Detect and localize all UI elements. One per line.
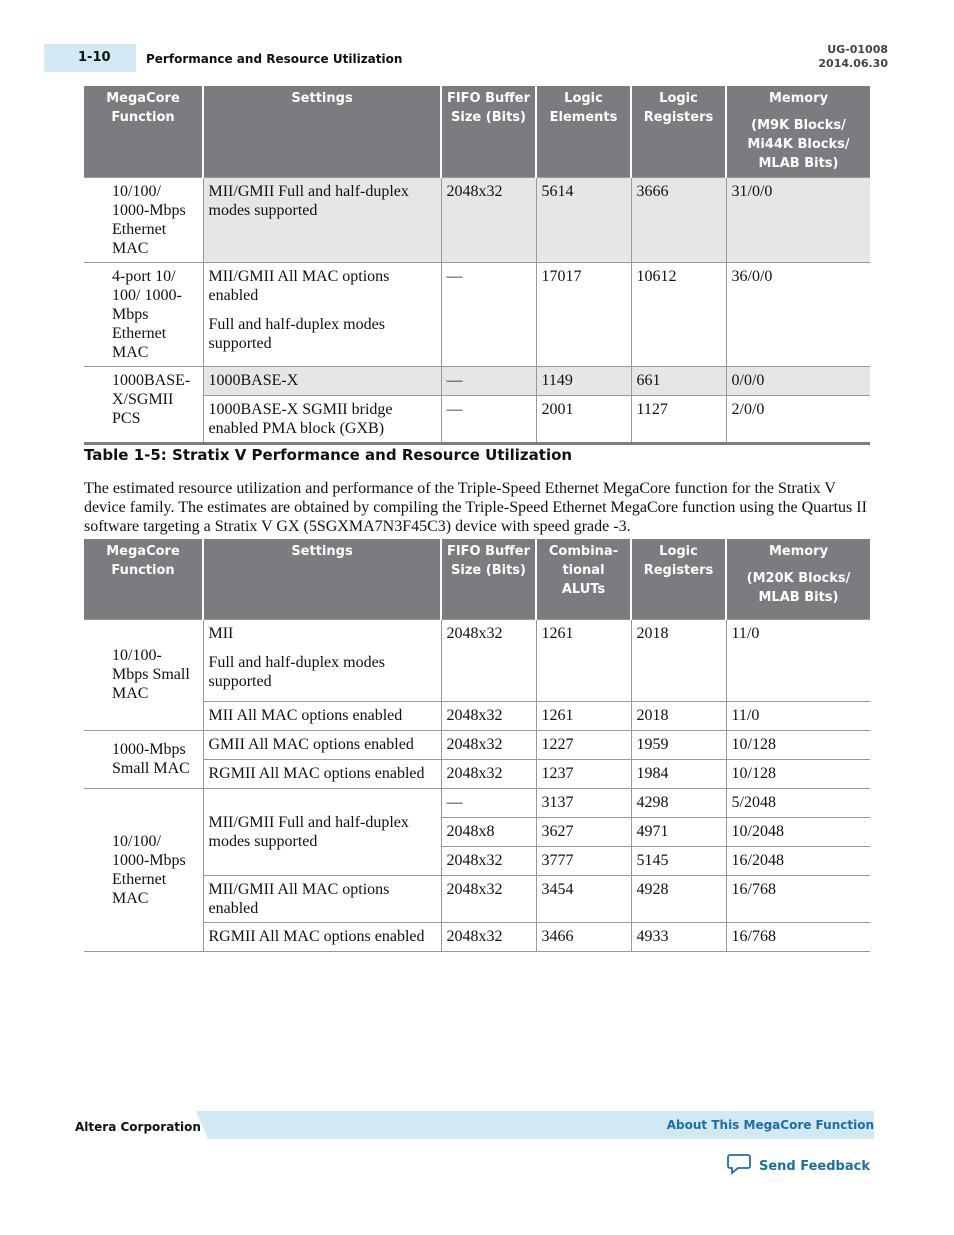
cell-logic-registers: 2018	[631, 701, 726, 730]
cell-aluts: 3627	[536, 817, 631, 846]
cell-fifo: —	[441, 396, 536, 444]
col-header-logic-elements: Logic Elements	[536, 86, 631, 178]
resource-table-1	[84, 86, 870, 445]
about-megacore-link[interactable]: About This MegaCore Function	[666, 1118, 874, 1132]
cell-settings	[203, 263, 441, 367]
cell-logic-registers: 4298	[631, 788, 726, 817]
cell-logic-registers: 2018	[631, 619, 726, 701]
cell-fifo: —	[441, 263, 536, 367]
cell-fifo: 2048x32	[441, 619, 536, 701]
send-feedback-label: Send Feedback	[759, 1158, 870, 1174]
cell-logic-registers: 4928	[631, 875, 726, 922]
settings-line: Full and half-duplex modes supported	[208, 316, 385, 352]
col-header-settings: Settings	[203, 539, 441, 619]
col-header-fifo: FIFO Buffer Size (Bits)	[441, 539, 536, 619]
cell-memory: 11/0	[726, 701, 870, 730]
doc-date: 2014.06.30	[818, 57, 888, 70]
cell-memory: 10/2048	[726, 817, 870, 846]
cell-logic-registers: 10612	[631, 263, 726, 367]
footer-corporation: Altera Corporation	[75, 1120, 201, 1134]
cell-aluts: 3454	[536, 875, 631, 922]
cell-logic-registers: 3666	[631, 178, 726, 263]
cell-logic-registers: 1959	[631, 730, 726, 759]
cell-fifo: 2048x8	[441, 817, 536, 846]
cell-settings: RGMII All MAC options enabled	[203, 759, 441, 788]
cell-logic-elements: 5614	[536, 178, 631, 263]
settings-line: MII	[208, 624, 234, 642]
cell-logic-elements: 2001	[536, 396, 631, 444]
table-row	[84, 619, 870, 701]
cell-memory: 2/0/0	[726, 396, 870, 444]
cell-logic-elements: 1149	[536, 367, 631, 396]
cell-function: 10/100-Mbps Small MAC	[84, 619, 203, 730]
cell-aluts: 3137	[536, 788, 631, 817]
col-header-aluts: Combina-tional ALUTs	[536, 539, 631, 619]
cell-logic-registers: 1984	[631, 759, 726, 788]
cell-settings	[203, 619, 441, 701]
document-id	[818, 43, 888, 71]
cell-fifo: 2048x32	[441, 875, 536, 922]
cell-logic-registers: 661	[631, 367, 726, 396]
cell-fifo: 2048x32	[441, 922, 536, 951]
cell-fifo: 2048x32	[441, 730, 536, 759]
cell-logic-elements: 17017	[536, 263, 631, 367]
cell-fifo: 2048x32	[441, 759, 536, 788]
cell-fifo: —	[441, 367, 536, 396]
doc-id-number: UG-01008	[827, 43, 888, 56]
cell-settings: MII All MAC options enabled	[203, 701, 441, 730]
page-number: 1-10	[78, 50, 111, 65]
cell-settings: MII/GMII Full and half-duplex modes supported	[203, 788, 441, 875]
cell-function: 1000BASE-X/SGMII PCS	[84, 367, 203, 444]
memory-title: Memory	[768, 544, 829, 559]
cell-logic-registers: 4971	[631, 817, 726, 846]
cell-memory: 0/0/0	[726, 367, 870, 396]
cell-aluts: 1261	[536, 701, 631, 730]
send-feedback-button[interactable]	[727, 1154, 870, 1178]
cell-settings: RGMII All MAC options enabled	[203, 922, 441, 951]
running-header-title: Performance and Resource Utilization	[146, 52, 403, 66]
table-intro-paragraph: The estimated resource utilization and performance of the Triple-Speed Ethernet MegaCore function for the Stratix V device family. The estimates are obtained by compiling the Triple-Speed Ethernet MegaCore function using the Quartus II software targeting a Stratix V GX (5SGXMA7N3F45C3) device with speed grade -3.	[84, 480, 867, 535]
table-header-row	[84, 539, 870, 619]
cell-logic-registers: 5145	[631, 846, 726, 875]
cell-fifo: 2048x32	[441, 701, 536, 730]
col-header-fifo: FIFO Buffer Size (Bits)	[441, 86, 536, 178]
cell-fifo: 2048x32	[441, 846, 536, 875]
memory-title: Memory	[768, 91, 829, 106]
resource-table-2	[84, 539, 870, 952]
col-header-logic-registers: Logic Registers	[631, 86, 726, 178]
memory-subtitle: (M9K Blocks/ Mi44K Blocks/ MLAB Bits)	[747, 118, 850, 171]
col-header-memory	[726, 539, 870, 619]
cell-settings: 1000BASE-X SGMII bridge enabled PMA block (GXB)	[203, 396, 441, 444]
cell-memory: 11/0	[726, 619, 870, 701]
cell-aluts: 1227	[536, 730, 631, 759]
cell-memory: 36/0/0	[726, 263, 870, 367]
cell-memory: 10/128	[726, 759, 870, 788]
settings-line: MII/GMII All MAC options enabled	[208, 268, 390, 304]
cell-settings: MII/GMII Full and half-duplex modes supported	[203, 178, 441, 263]
cell-memory: 10/128	[726, 730, 870, 759]
table-row	[84, 263, 870, 367]
cell-memory: 16/2048	[726, 846, 870, 875]
cell-aluts: 1237	[536, 759, 631, 788]
table-row	[84, 367, 870, 396]
cell-fifo: 2048x32	[441, 178, 536, 263]
cell-settings: GMII All MAC options enabled	[203, 730, 441, 759]
cell-function: 10/100/ 1000-Mbps Ethernet MAC	[84, 788, 203, 951]
col-header-memory	[726, 86, 870, 178]
col-header-settings: Settings	[203, 86, 441, 178]
cell-logic-registers: 4933	[631, 922, 726, 951]
cell-memory: 31/0/0	[726, 178, 870, 263]
col-header-function: MegaCore Function	[84, 539, 203, 619]
table-row	[84, 730, 870, 759]
col-header-logic-registers: Logic Registers	[631, 539, 726, 619]
memory-subtitle: (M20K Blocks/ MLAB Bits)	[746, 571, 851, 605]
cell-fifo: —	[441, 788, 536, 817]
cell-function: 10/100/ 1000-Mbps Ethernet MAC	[84, 178, 203, 263]
col-header-function: MegaCore Function	[84, 86, 203, 178]
table-header-row	[84, 86, 870, 178]
table-row	[84, 788, 870, 817]
cell-aluts: 3777	[536, 846, 631, 875]
speech-bubble-icon	[727, 1153, 751, 1180]
cell-memory: 16/768	[726, 875, 870, 922]
table-row	[84, 178, 870, 263]
table-caption: Table 1-5: Stratix V Performance and Resource Utilization	[84, 446, 573, 464]
cell-aluts: 1261	[536, 619, 631, 701]
cell-logic-registers: 1127	[631, 396, 726, 444]
cell-memory: 5/2048	[726, 788, 870, 817]
cell-function: 4-port 10/ 100/ 1000-Mbps Ethernet MAC	[84, 263, 203, 367]
settings-line: Full and half-duplex modes supported	[208, 653, 385, 690]
cell-function: 1000-Mbps Small MAC	[84, 730, 203, 788]
cell-aluts: 3466	[536, 922, 631, 951]
cell-settings: MII/GMII All MAC options enabled	[203, 875, 441, 922]
cell-settings: 1000BASE-X	[203, 367, 441, 396]
cell-memory: 16/768	[726, 922, 870, 951]
